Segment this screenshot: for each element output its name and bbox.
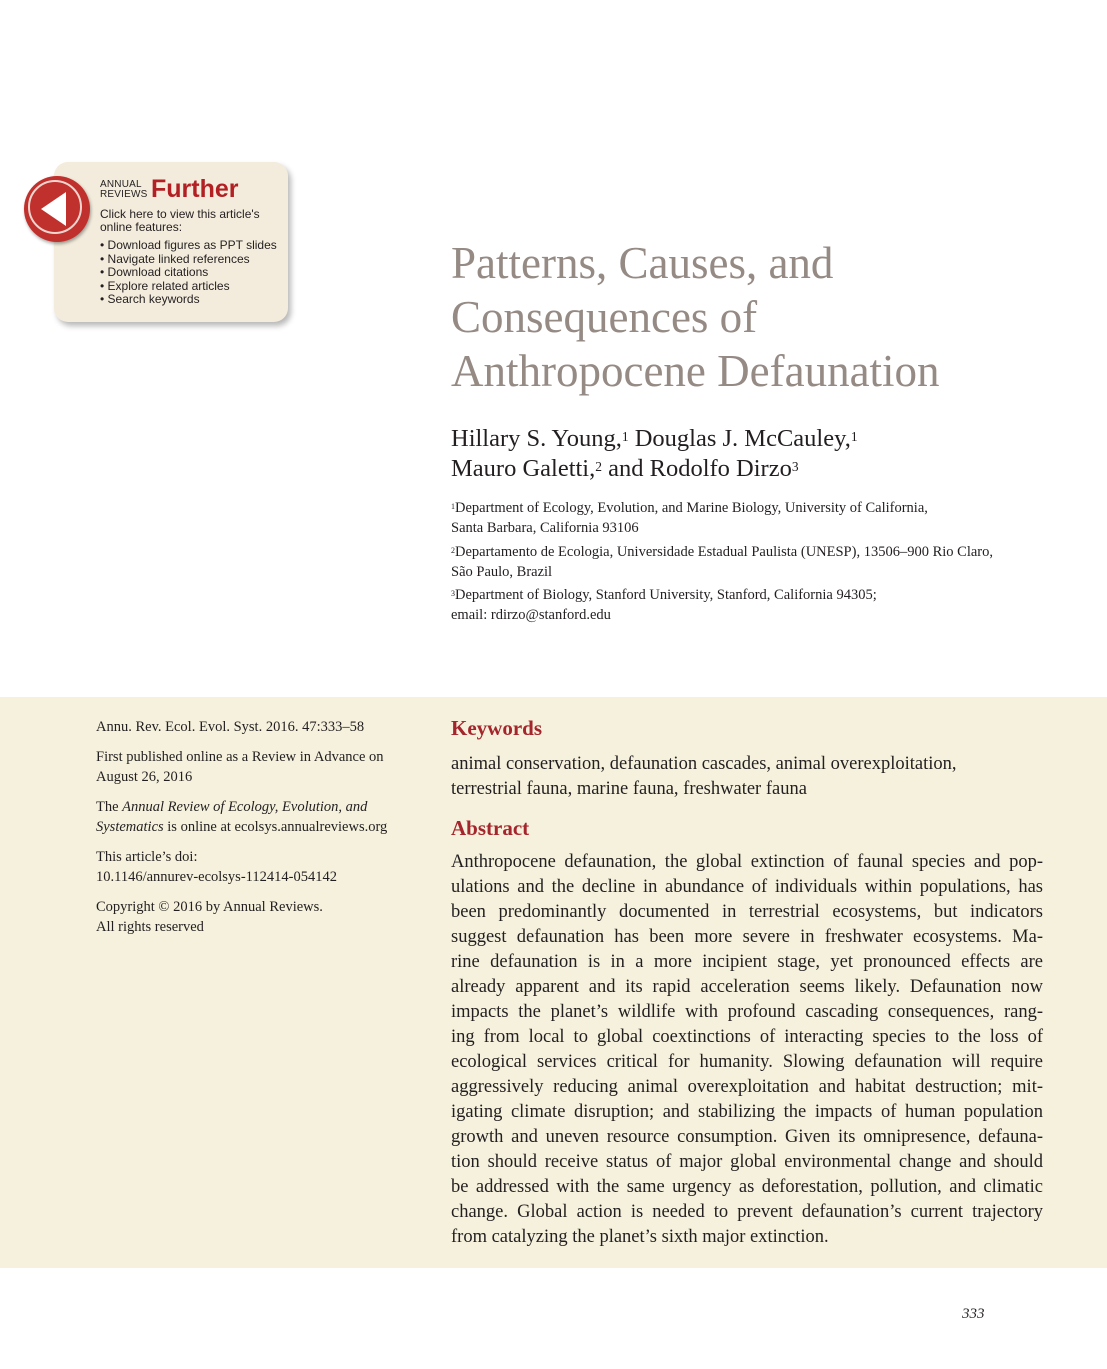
feature-item[interactable]: • Search keywords <box>100 293 277 307</box>
keywords-text: animal conservation, defaunation cascades, animal overexploitation, terrestrial fauna, marine fauna, freshwater fauna <box>451 754 957 799</box>
keywords-heading: Keywords <box>451 716 542 740</box>
published-date: First published online as a Review in Advance on August 26, 2016 <box>96 749 384 785</box>
feature-item[interactable]: • Download figures as PPT slides <box>100 239 277 253</box>
feature-item[interactable]: • Explore related articles <box>100 280 277 294</box>
journal-info: The Annual Review of Ecology, Evolution, and Systematics is online at ecolsys.annualreviews.org <box>96 799 388 835</box>
doi-link[interactable]: 10.1146/annurev-ecolsys-112414-054142 <box>96 868 337 885</box>
feature-item[interactable]: • Download citations <box>100 266 277 280</box>
article-title: Patterns, Causes, and Consequences of Anthropocene Defaunation <box>451 238 940 396</box>
further-heading: Further <box>151 175 239 203</box>
citation: Annu. Rev. Ecol. Evol. Syst. 2016. 47:333–58 <box>96 719 365 735</box>
abstract-text: Anthropocene defaunation, the global extinction of faunal species and pop- ulations and the decline in abundance of individuals within populations, has been predominantly documented in terrestrial ecosystems, but indicators suggest defaunation has been more severe in freshwater ecosystems. Ma- rine defaunation is in a more incipient stage, yet pronounced effects are already apparent and its rapid acceleration seems likely. Defaunation now impacts the planet’s wildlife with profound cascading consequences, rang- ing from local to global coextinctions of interacting species to the loss of ecological services critical for humanity. Slowing defaunation will require aggressively reducing animal overexploitation and habitat destruction; mit- igating climate disruption; and stabilizing the impacts of human population growth and uneven resource consumption. Given its omnipresence, defauna- tion should receive status of major global environmental change and should be addressed with the same urgency as deforestation, pollution, and climatic change. Global action is needed to prevent defaunation’s current trajectory from catalyzing the planet’s sixth major extinction. <box>451 852 1043 1247</box>
feature-item[interactable]: • Navigate linked references <box>100 253 277 267</box>
affiliation-1: $^1$Department of Ecology, Evolution, and Marine Biology, University of California, Santa Barbara, California 93106 <box>451 500 928 536</box>
features-list <box>100 239 277 307</box>
affiliation-2: $^2$Departamento de Ecologia, Universidade Estadual Paulista (UNESP), 13506–900 Rio Claro, São Paulo, Brazil <box>451 544 993 580</box>
authors: Hillary S. Young,$^1$ Douglas J. McCauley,$^1$ Mauro Galetti,$^2$ and Rodolfo Dirzo$^3$ <box>451 425 858 482</box>
affiliation-3: $^3$Department of Biology, Stanford University, Stanford, California 94305; email: rdirzo@stanford.edu <box>451 587 877 623</box>
copyright: Copyright © 2016 by Annual Reviews. All rights reserved <box>96 899 323 935</box>
click-here-text: Click here to view this article's online features: <box>100 207 260 234</box>
annual-reviews-logo: ANNUAL REVIEWS <box>100 179 148 200</box>
click-here-link[interactable]: Click here <box>100 207 154 221</box>
abstract-heading: Abstract <box>451 816 530 840</box>
further-box[interactable] <box>54 162 288 322</box>
doi: This article’s doi: 10.1146/annurev-ecolsys-112414-054142 <box>96 848 416 887</box>
page-number: 333 <box>962 1306 985 1322</box>
back-arrow-icon[interactable] <box>24 176 90 242</box>
